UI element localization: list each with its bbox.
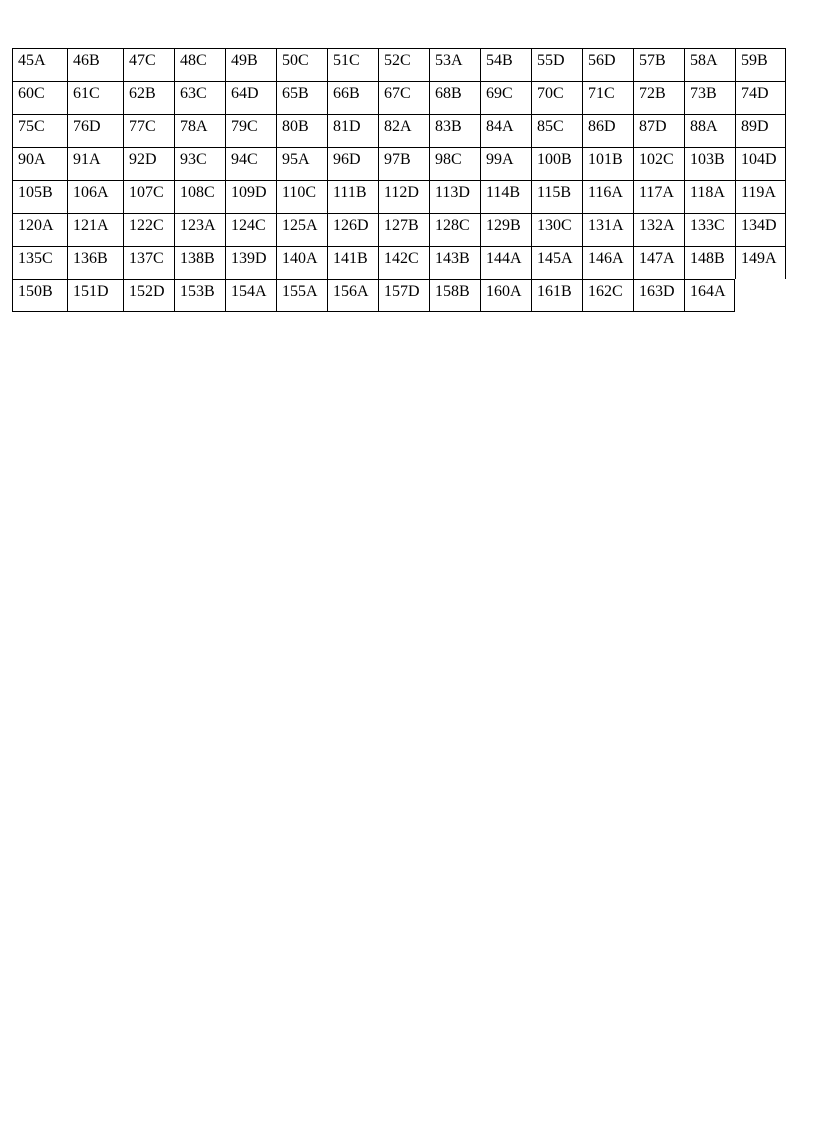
table-row xyxy=(12,279,786,312)
answer-cell: 109D xyxy=(225,180,276,213)
answer-cell: 115B xyxy=(531,180,582,213)
answer-cell: 73B xyxy=(684,81,735,114)
answer-cell: 138B xyxy=(174,246,225,279)
table-row xyxy=(12,147,786,180)
answer-cell: 66B xyxy=(327,81,378,114)
answer-cell: 111B xyxy=(327,180,378,213)
answer-cell: 65B xyxy=(276,81,327,114)
answer-cell: 161B xyxy=(531,279,582,312)
answer-cell: 164A xyxy=(684,279,735,312)
answer-cell: 153B xyxy=(174,279,225,312)
answer-cell: 67C xyxy=(378,81,429,114)
answer-cell: 82A xyxy=(378,114,429,147)
answer-cell: 163D xyxy=(633,279,684,312)
answer-cell: 72B xyxy=(633,81,684,114)
answer-cell: 158B xyxy=(429,279,480,312)
answer-cell: 132A xyxy=(633,213,684,246)
answer-cell: 85C xyxy=(531,114,582,147)
answer-cell: 156A xyxy=(327,279,378,312)
answer-cell: 56D xyxy=(582,48,633,81)
answer-cell: 97B xyxy=(378,147,429,180)
answer-cell: 54B xyxy=(480,48,531,81)
answer-cell: 112D xyxy=(378,180,429,213)
answer-key-table xyxy=(12,48,786,312)
table-row xyxy=(12,114,786,147)
answer-cell: 51C xyxy=(327,48,378,81)
answer-cell: 58A xyxy=(684,48,735,81)
table-row xyxy=(12,180,786,213)
answer-cell: 46B xyxy=(67,48,123,81)
answer-cell: 89D xyxy=(735,114,786,147)
answer-cell: 125A xyxy=(276,213,327,246)
answer-cell: 47C xyxy=(123,48,174,81)
answer-cell: 49B xyxy=(225,48,276,81)
answer-cell: 144A xyxy=(480,246,531,279)
answer-cell: 60C xyxy=(12,81,67,114)
answer-cell: 103B xyxy=(684,147,735,180)
answer-cell: 100B xyxy=(531,147,582,180)
answer-cell: 57B xyxy=(633,48,684,81)
table-row xyxy=(12,246,786,279)
answer-cell: 98C xyxy=(429,147,480,180)
answer-cell: 87D xyxy=(633,114,684,147)
answer-cell: 78A xyxy=(174,114,225,147)
answer-cell: 160A xyxy=(480,279,531,312)
answer-cell: 79C xyxy=(225,114,276,147)
answer-cell: 55D xyxy=(531,48,582,81)
answer-cell: 124C xyxy=(225,213,276,246)
answer-cell: 80B xyxy=(276,114,327,147)
answer-cell: 101B xyxy=(582,147,633,180)
answer-cell: 92D xyxy=(123,147,174,180)
answer-cell: 120A xyxy=(12,213,67,246)
answer-cell: 61C xyxy=(67,81,123,114)
answer-cell: 70C xyxy=(531,81,582,114)
answer-cell: 131A xyxy=(582,213,633,246)
answer-cell: 102C xyxy=(633,147,684,180)
answer-cell: 141B xyxy=(327,246,378,279)
answer-cell: 50C xyxy=(276,48,327,81)
answer-cell: 95A xyxy=(276,147,327,180)
answer-cell: 162C xyxy=(582,279,633,312)
answer-cell: 45A xyxy=(12,48,67,81)
answer-cell: 122C xyxy=(123,213,174,246)
answer-cell: 130C xyxy=(531,213,582,246)
answer-cell: 142C xyxy=(378,246,429,279)
answer-cell: 88A xyxy=(684,114,735,147)
answer-cell: 145A xyxy=(531,246,582,279)
answer-cell: 106A xyxy=(67,180,123,213)
answer-cell: 143B xyxy=(429,246,480,279)
answer-cell: 157D xyxy=(378,279,429,312)
answer-cell: 150B xyxy=(12,279,67,312)
answer-cell: 71C xyxy=(582,81,633,114)
answer-cell: 90A xyxy=(12,147,67,180)
answer-cell: 84A xyxy=(480,114,531,147)
answer-cell: 139D xyxy=(225,246,276,279)
answer-cell: 107C xyxy=(123,180,174,213)
answer-cell: 76D xyxy=(67,114,123,147)
answer-cell: 69C xyxy=(480,81,531,114)
answer-cell: 147A xyxy=(633,246,684,279)
answer-cell: 93C xyxy=(174,147,225,180)
answer-cell: 148B xyxy=(684,246,735,279)
table-row xyxy=(12,48,786,81)
answer-cell: 137C xyxy=(123,246,174,279)
answer-cell: 135C xyxy=(12,246,67,279)
answer-cell: 149A xyxy=(735,246,786,279)
answer-cell: 113D xyxy=(429,180,480,213)
answer-cell: 104D xyxy=(735,147,786,180)
answer-cell: 86D xyxy=(582,114,633,147)
answer-cell: 83B xyxy=(429,114,480,147)
answer-cell: 91A xyxy=(67,147,123,180)
answer-cell: 74D xyxy=(735,81,786,114)
table-row xyxy=(12,213,786,246)
answer-cell: 68B xyxy=(429,81,480,114)
answer-cell: 96D xyxy=(327,147,378,180)
answer-cell: 59B xyxy=(735,48,786,81)
answer-cell: 118A xyxy=(684,180,735,213)
answer-cell: 99A xyxy=(480,147,531,180)
answer-cell: 140A xyxy=(276,246,327,279)
answer-cell: 146A xyxy=(582,246,633,279)
answer-cell: 128C xyxy=(429,213,480,246)
answer-cell: 105B xyxy=(12,180,67,213)
answer-cell: 151D xyxy=(67,279,123,312)
answer-cell: 53A xyxy=(429,48,480,81)
answer-cell: 155A xyxy=(276,279,327,312)
answer-cell: 136B xyxy=(67,246,123,279)
answer-cell: 123A xyxy=(174,213,225,246)
answer-cell: 48C xyxy=(174,48,225,81)
answer-cell: 129B xyxy=(480,213,531,246)
answer-cell: 133C xyxy=(684,213,735,246)
answer-cell: 75C xyxy=(12,114,67,147)
answer-cell: 64D xyxy=(225,81,276,114)
answer-cell: 110C xyxy=(276,180,327,213)
table-row xyxy=(12,81,786,114)
answer-cell: 117A xyxy=(633,180,684,213)
answer-cell: 94C xyxy=(225,147,276,180)
answer-cell: 126D xyxy=(327,213,378,246)
answer-cell: 152D xyxy=(123,279,174,312)
answer-cell: 77C xyxy=(123,114,174,147)
answer-cell: 114B xyxy=(480,180,531,213)
answer-cell: 62B xyxy=(123,81,174,114)
answer-cell: 52C xyxy=(378,48,429,81)
answer-cell: 121A xyxy=(67,213,123,246)
answer-cell: 119A xyxy=(735,180,786,213)
answer-cell: 108C xyxy=(174,180,225,213)
answer-cell: 127B xyxy=(378,213,429,246)
answer-cell: 154A xyxy=(225,279,276,312)
answer-cell: 81D xyxy=(327,114,378,147)
answer-cell: 63C xyxy=(174,81,225,114)
answer-cell: 134D xyxy=(735,213,786,246)
answer-cell: 116A xyxy=(582,180,633,213)
